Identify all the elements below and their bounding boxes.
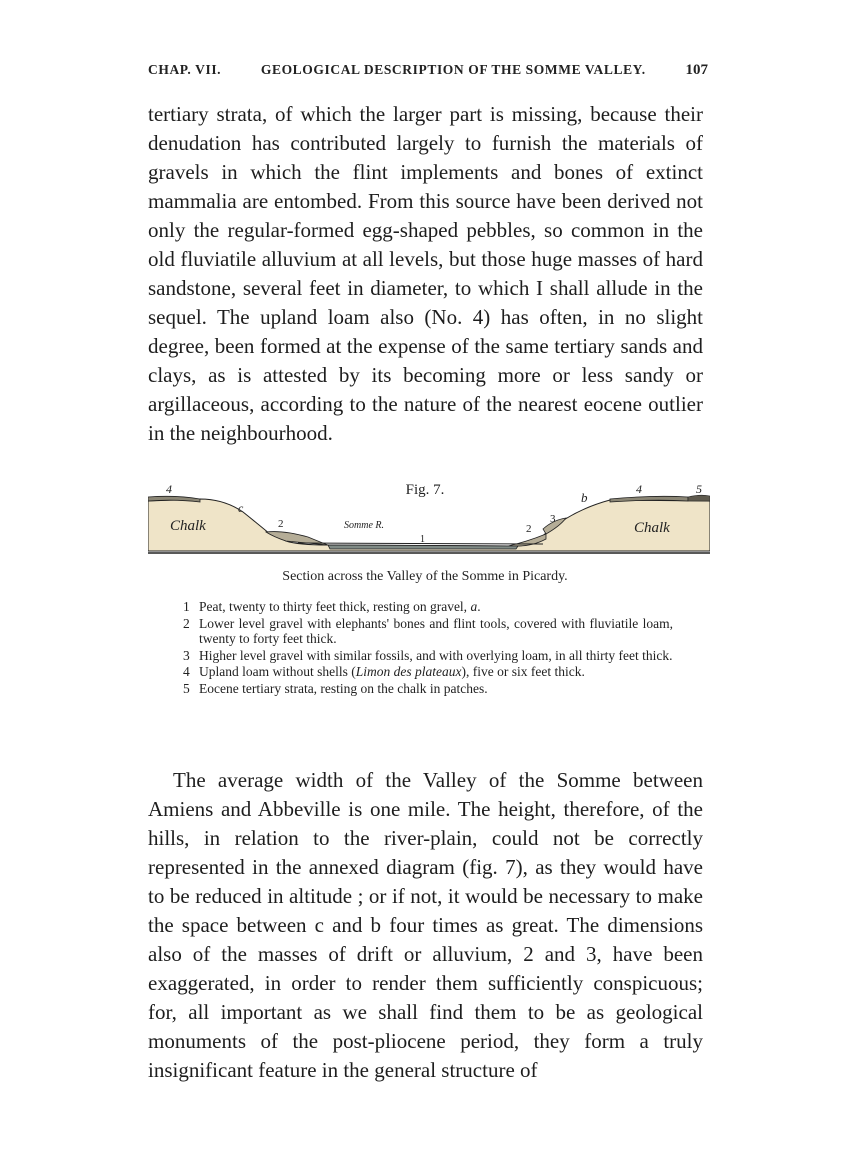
legend-item — [183, 664, 673, 680]
label-chalk-right: Chalk — [634, 520, 670, 536]
label-4-left: 4 — [166, 482, 172, 496]
legend-number: 3 — [183, 647, 190, 663]
legend-item — [183, 681, 673, 697]
legend-item — [183, 599, 673, 615]
label-5: 5 — [696, 482, 702, 496]
figure-label: Fig. 7. — [405, 482, 445, 498]
label-2-right: 2 — [526, 523, 532, 535]
peat-deposit — [328, 545, 518, 549]
running-title: GEOLOGICAL DESCRIPTION OF THE SOMME VALLEY. — [260, 62, 646, 77]
body-paragraph-1: tertiary strata, of which the larger part is missing, because their denudation has contributed largely to furnish the materials of gravels in which the flint implements and bones of extinct mammalia are entombed. From this source have been derived not only the regular-formed egg-shaped pebbles, so common in the old fluviatile alluvium at all levels, but those huge masses of hard sandstone, several feet in diameter, to which I shall allude in the sequel. The upland loam also (No. 4) has often, in no slight degree, been formed at the expense of the same tertiary sands and clays, as is attested by its becoming more or less sandy or argillaceous, according to the nature of the nearest eocene outlier in the neighbourhood. — [148, 102, 703, 445]
legend-item — [183, 648, 673, 664]
label-c: c — [238, 501, 244, 515]
legend-number: 4 — [183, 664, 190, 679]
figure-legend — [183, 599, 673, 697]
legend-text: Peat, twenty to thirty feet thick, resting on gravel, — [199, 599, 471, 614]
legend-text: Upland loam without shells ( — [199, 664, 356, 679]
valley-cross-section-figure — [148, 482, 710, 558]
eocene-patch — [688, 495, 710, 501]
legend-text: Eocene tertiary strata, resting on the chalk in patches. — [199, 680, 488, 696]
legend-number: 2 — [183, 615, 190, 631]
label-4-right: 4 — [636, 482, 642, 496]
label-b: b — [581, 490, 588, 505]
body-paragraph-2: The average width of the Valley of the Somme between Amiens and Abbeville is one mile. The height, therefore, of the hills, in relation to the river-plain, could not be correctly represented in the annexed diagram (fig. 7), as they would have to be reduced in altitude ; or if not, it would be necessary to make the space between c and b four times as great. The dimensions also of the masses of drift or alluvium, 2 and 3, have been exaggerated, in order to render them sufficiently conspicuous; for, all important as we shall find them to be as geological monuments of the post-pliocene period, they form a truly insignificant feature in the general structure of — [148, 768, 703, 1082]
legend-item — [183, 616, 673, 647]
legend-after: . — [477, 599, 481, 614]
legend-text: Higher level gravel with similar fossils, and with overlying loam, in all thirty feet thick. — [199, 647, 673, 663]
running-head — [148, 62, 708, 79]
legend-number: 5 — [183, 680, 190, 696]
legend-text: Lower level gravel with elephants' bones and flint tools, covered with fluviatile loam, twenty to forty feet thick. — [199, 615, 673, 646]
legend-italic: a — [470, 599, 478, 614]
legend-italic: Limon des plateaux — [355, 664, 462, 679]
label-chalk-left: Chalk — [170, 518, 206, 534]
label-2-left: 2 — [278, 518, 284, 530]
legend-after: ), five or six feet thick. — [461, 664, 585, 679]
legend-number: 1 — [183, 599, 190, 614]
label-3: 3 — [550, 513, 556, 525]
label-river: Somme R. — [344, 520, 384, 531]
label-1: 1 — [420, 534, 425, 545]
chapter-label: CHAP. VII. — [148, 62, 222, 77]
page-number: 107 — [685, 62, 708, 78]
figure-caption: Section across the Valley of the Somme in Picardy. — [282, 569, 568, 584]
